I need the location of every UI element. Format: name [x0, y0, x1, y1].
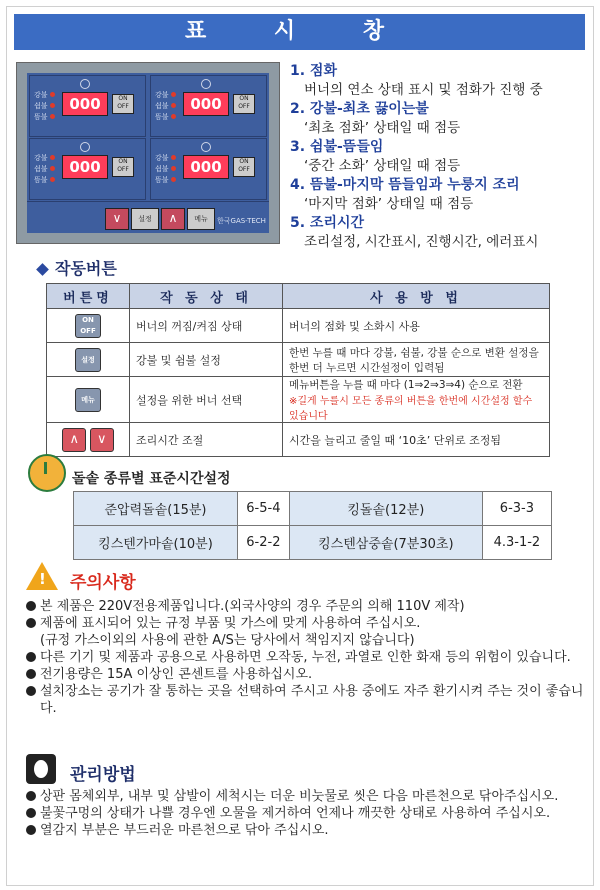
- display-item: [290, 62, 590, 100]
- display-item-heading: 4. 뜸불-마지막 뜸들임과 누룽지 조리: [290, 177, 520, 193]
- warning-icon: !: [26, 562, 58, 590]
- down-arrow-icon: ∨: [105, 208, 129, 230]
- panel-control-bar: [27, 201, 269, 234]
- table-cell: 버너의 꺼짐/켜짐 상태: [130, 309, 283, 343]
- list-item: 열감지 부분은 부드러운 마른천으로 닦아 주십시오.: [26, 822, 586, 839]
- list-item: 설치장소는 공기가 잘 통하는 곳을 선택하여 주시고 사용 중에도 자주 환기시켜 주는 것이 좋습니다.: [26, 683, 586, 717]
- table-header: 사 용 방 법: [283, 284, 550, 309]
- indicator-led: [50, 92, 55, 97]
- table-cell: [47, 423, 130, 457]
- indicator-labels: 강불 쉼불 뜸불: [155, 90, 176, 123]
- burner-cell-4: [150, 138, 267, 200]
- up-arrow-icon: ∧: [161, 208, 185, 230]
- time-display: 000: [62, 92, 108, 116]
- indicator-led: [50, 177, 55, 182]
- on-off-button: ON OFF: [233, 157, 255, 177]
- table-row: [47, 343, 550, 377]
- list-item: 본 제품은 220V전용제품입니다.(외국사양의 경우 주문의 의해 110V 제작): [26, 598, 586, 615]
- table-row: [47, 423, 550, 457]
- table-row: [47, 377, 550, 423]
- menu-button-icon: 메뉴: [75, 388, 101, 412]
- display-item-desc: ‘최초 점화’ 상태일 때 점등: [304, 120, 461, 136]
- buttons-section-heading: 작동버튼: [38, 256, 117, 279]
- display-item-heading: 1. 점화: [290, 63, 337, 79]
- display-item-heading: 2. 강불-최초 끓이는불: [290, 101, 429, 117]
- indicator-led: [171, 114, 176, 119]
- control-panel-image: [16, 62, 280, 244]
- time-section-heading: 돌솥 종류별 표준시간설정: [72, 471, 231, 487]
- table-cell: 킹스텐가마솥(10분): [74, 526, 238, 560]
- clock-icon: [80, 79, 90, 89]
- table-cell: 4.3-1-2: [482, 526, 551, 560]
- burner-cell-1: [29, 75, 146, 137]
- list-item: 불꽃구멍의 상태가 나쁠 경우엔 오물을 제거하여 언제나 깨끗한 상태로 사용하여 주십시오.: [26, 805, 586, 822]
- list-item: 다른 기기 및 제품과 공용으로 사용하면 오작동, 누전, 과열로 인한 화재 등의 위험이 있습니다.: [26, 649, 586, 666]
- indicator-led: [50, 103, 55, 108]
- indicator-led: [171, 155, 176, 160]
- list-item: 상판 몸체외부, 내부 및 삼발이 세척시는 더운 비눗물로 씻은 다음 마른천으로 닦아주십시오.: [26, 788, 586, 805]
- indicator-led: [50, 166, 55, 171]
- display-item-desc: ‘마지막 점화’ 상태일 때 점등: [304, 196, 474, 212]
- time-display: 000: [62, 155, 108, 179]
- management-section-heading: 관리방법: [70, 765, 136, 785]
- display-item-list: [290, 62, 590, 252]
- indicator-labels: 강불 쉼불 뜸불: [34, 153, 55, 186]
- table-cell: 조리시간 조절: [130, 423, 283, 457]
- bullet-icon: [26, 601, 36, 611]
- table-cell: 한번 누를 때 마다 강불, 쉼불, 강불 순으로 변환 설정을 한번 더 누르면 시간설정이 입력됨: [283, 343, 550, 377]
- display-item: [290, 100, 590, 138]
- table-cell: [47, 343, 130, 377]
- usage-text: 메뉴버튼을 누를 때 마다 (1⇒2⇒3⇒4) 순으로 전환: [289, 379, 523, 391]
- control-panel-face: [27, 73, 269, 233]
- indicator-led: [171, 92, 176, 97]
- table-cell: [47, 309, 130, 343]
- bullet-icon: [26, 791, 36, 801]
- set-button: 설정: [131, 208, 159, 230]
- display-item-desc: 버너의 연소 상태 표시 및 점화가 진행 중: [304, 82, 543, 98]
- table-cell: 시간을 늘리고 줄일 때 ‘10초’ 단위로 조정됨: [283, 423, 550, 457]
- indicator-labels: 강불 쉼불 뜸불: [34, 90, 55, 123]
- indicator-led: [171, 166, 176, 171]
- table-cell: 킹스텐삼중솥(7분30초): [289, 526, 482, 560]
- indicator-led: [50, 114, 55, 119]
- on-off-button: ON OFF: [233, 94, 255, 114]
- list-item: 전기용량은 15A 이상인 콘센트를 사용하십시오.: [26, 666, 586, 683]
- display-item-desc: ‘중간 소화’ 상태일 때 점등: [304, 158, 461, 174]
- buttons-table: [46, 283, 550, 457]
- table-cell: 준압력돌솥(15분): [74, 492, 238, 526]
- bullet-icon: [26, 808, 36, 818]
- brand-label: 한국GAS-TECH: [217, 217, 266, 225]
- management-list: [26, 788, 586, 839]
- on-off-button: ON OFF: [112, 157, 134, 177]
- indicator-led: [171, 103, 176, 108]
- set-button-icon: 설정: [75, 348, 101, 372]
- table-row: [74, 526, 552, 560]
- table-cell: 6-5-4: [237, 492, 289, 526]
- caution-section-heading: 주의사항: [70, 573, 136, 593]
- cleaning-icon: [26, 754, 56, 784]
- display-item-heading: 3. 쉼불-뜸들임: [290, 139, 384, 155]
- table-row: [74, 492, 552, 526]
- bullet-icon: [26, 618, 36, 628]
- diamond-bullet-icon: [36, 263, 49, 276]
- on-off-button-icon: ON OFF: [75, 314, 101, 338]
- list-item-note: (규정 가스이외의 사용에 관한 A/S는 당사에서 책임지지 않습니다): [40, 633, 415, 648]
- display-item: [290, 176, 590, 214]
- clock-icon: [201, 142, 211, 152]
- display-item-heading: 5. 조리시간: [290, 215, 365, 231]
- clock-icon: [80, 142, 90, 152]
- table-cell: 강불 및 쉼불 설정: [130, 343, 283, 377]
- table-cell: 킹돌솥(12분): [289, 492, 482, 526]
- bullet-icon: [26, 652, 36, 662]
- table-cell: [47, 377, 130, 423]
- compass-icon: [28, 454, 66, 492]
- table-row: [47, 309, 550, 343]
- bullet-icon: [26, 825, 36, 835]
- display-item: [290, 138, 590, 176]
- table-cell: 6-2-2: [237, 526, 289, 560]
- up-down-arrow-icon: [62, 433, 114, 446]
- table-cell: 버너의 점화 및 소화시 사용: [283, 309, 550, 343]
- table-header: 버튼명: [47, 284, 130, 309]
- indicator-led: [50, 155, 55, 160]
- table-cell: 6-3-3: [482, 492, 551, 526]
- table-cell: [283, 377, 550, 423]
- on-off-button: ON OFF: [112, 94, 134, 114]
- menu-button: 메뉴: [187, 208, 215, 230]
- indicator-labels: 강불 쉼불 뜸불: [155, 153, 176, 186]
- clock-icon: [201, 79, 211, 89]
- time-table: [73, 491, 552, 560]
- caution-list: [26, 598, 586, 717]
- bullet-icon: [26, 669, 36, 679]
- page-title: 표 시 창: [14, 14, 585, 50]
- table-header: 작 동 상 태: [130, 284, 283, 309]
- table-cell: 설정을 위한 버너 선택: [130, 377, 283, 423]
- up-arrow-icon: ∧: [62, 428, 86, 452]
- down-arrow-icon: ∨: [90, 428, 114, 452]
- display-item-desc: 조리설정, 시간표시, 진행시간, 에러표시: [304, 234, 539, 250]
- list-item: 제품에 표시되어 있는 규정 부품 및 가스에 맞게 사용하여 주십시오.: [26, 615, 586, 632]
- bullet-icon: [26, 686, 36, 696]
- time-display: 000: [183, 155, 229, 179]
- time-display: 000: [183, 92, 229, 116]
- burner-cell-2: [150, 75, 267, 137]
- burner-cell-3: [29, 138, 146, 200]
- display-item: [290, 214, 590, 252]
- indicator-led: [171, 177, 176, 182]
- usage-note: ※길게 누를시 모든 종류의 버튼을 한번에 시간설정 할수 있습니다: [289, 396, 533, 422]
